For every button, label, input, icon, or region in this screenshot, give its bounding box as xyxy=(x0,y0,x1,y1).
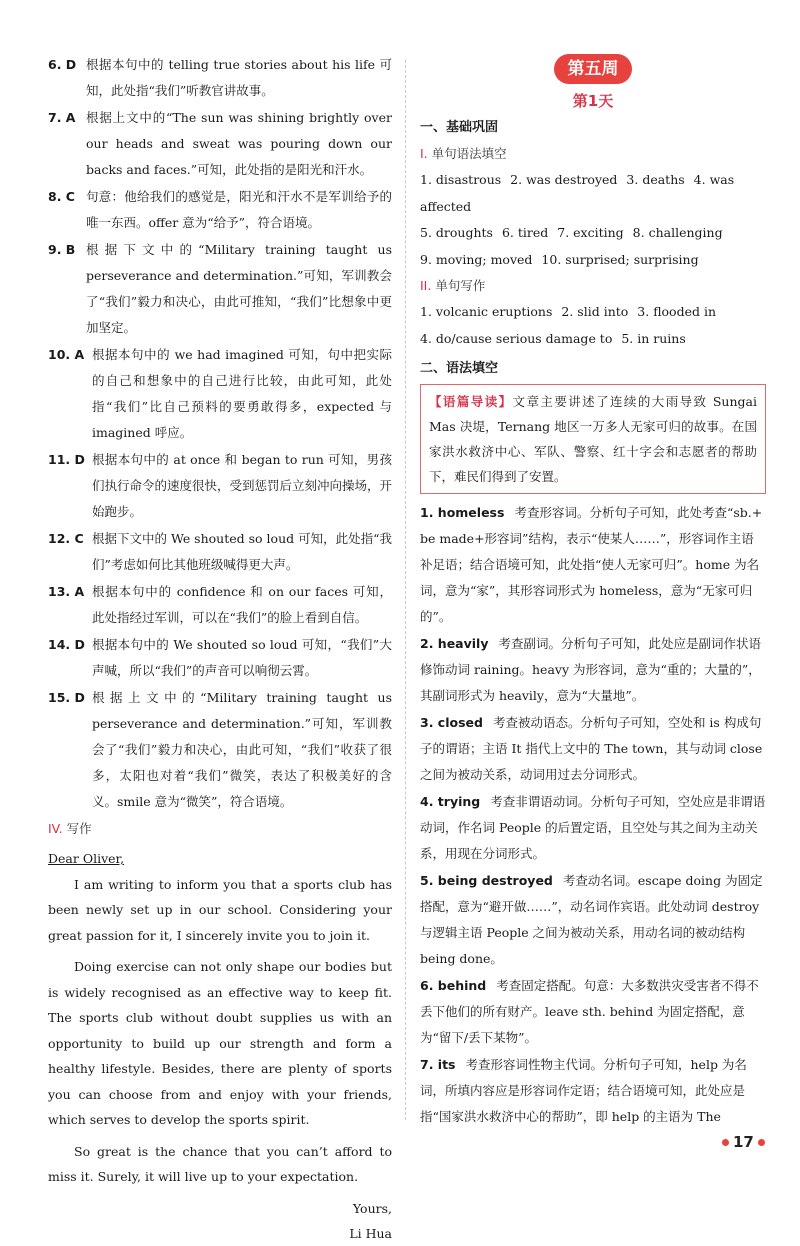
answer-item xyxy=(420,973,766,1051)
answer-entry: 5. in ruins xyxy=(621,330,686,346)
answer-explanation: 考查固定搭配。句意：大多数洪灾受害者不得不丢下他们的所有财产。leave sth. behind 为固定搭配，意为“留下/丢下某物”。 xyxy=(420,978,759,1045)
answer-item xyxy=(48,685,392,815)
section-label: 写作 xyxy=(66,821,92,836)
letter-greeting: Dear Oliver, xyxy=(48,851,125,866)
sample-letter xyxy=(48,846,392,1246)
subsection-roman-numeral: I. xyxy=(420,146,428,161)
subsection-label: 单句写作 xyxy=(435,278,486,293)
answer-item xyxy=(48,526,392,578)
answer-entry: 2. was destroyed xyxy=(510,172,618,187)
answer-explanation: 考查非谓语动词。分析句子可知，空处应是非谓语动词，作名词 People 的后置定语，且空处与其之间为主动关系，用现在分词形式。 xyxy=(420,794,766,861)
answer-entry: 4. do/cause serious damage to xyxy=(420,330,613,346)
answer-explanation: 根据本句中的 confidence 和 on our faces 可知，此处指经过军训，可以在“我们”的脸上看到自信。 xyxy=(92,584,392,625)
answer-explanation: 根据上文中的“The sun was shining brightly over our heads and sweat was pouring down our backs and faces.”可知，此处指的是阳光和汗水。 xyxy=(86,110,392,177)
answer-item xyxy=(48,579,392,631)
answer-explanation: 根据下文中的 We shouted so loud 可知，此处指“我们”考虑如何比其他班级喊得更大声。 xyxy=(92,531,392,572)
section-roman-numeral: IV. xyxy=(48,821,63,836)
letter-closing: Yours, xyxy=(352,1200,392,1216)
day-title: 第1天 xyxy=(572,92,614,110)
intro-tag: 【语篇导读】 xyxy=(429,394,513,409)
answer-explanation: 根据本句中的 at once 和 began to run 可知，男孩们执行命令的速度很快，受到惩罚后立刻冲向操场，开始跑步。 xyxy=(92,452,393,519)
answer-number: 6. behind xyxy=(420,978,487,993)
answer-item xyxy=(48,52,392,104)
answer-explanation: 考查形容词性物主代词。分析句子可知，help 为名词，所填内容应是形容词作定语；结合语境可知，此处应是指“国家洪水救济中心的帮助”，即 help 的主语为 The xyxy=(420,1057,747,1124)
intro-text: 文章主要讲述了连续的大雨导致 Sungai Mas 决堤，Ternang 地区一万多人无家可归的故事。在国家洪水救济中心、军队、警察、红十字会和志愿者的帮助下，难民们得到了安置。 xyxy=(429,394,757,484)
answer-explanation: 句意：他给我们的感觉是，阳光和汗水不是军训给予的唯一东西。offer 意为“给予”，符合语境。 xyxy=(86,189,392,230)
answer-number: 10. A xyxy=(48,347,85,362)
column-divider xyxy=(405,60,406,1120)
week-badge: 第五周 xyxy=(554,54,632,84)
subsection-2-heading xyxy=(420,273,766,299)
answer-entry: 1. volcanic eruptions xyxy=(420,304,553,319)
answer-line xyxy=(420,299,766,326)
answer-explanation: 根据本句中的 We shouted so loud 可知，“我们”大声喊，所以“我们”的声音可以响彻云霄。 xyxy=(92,637,392,678)
answer-item xyxy=(48,632,392,684)
answer-item xyxy=(48,237,392,341)
answer-entry: 6. tired xyxy=(501,225,549,240)
letter-signature: Li Hua xyxy=(349,1225,392,1241)
answer-explanation: 根据上文中的“Military training taught us perseverance and determination.”可知，军训教会了“我们”毅力和决心，由此可知，“我们”收获了很多，太阳也对着“我们”微笑，表达了积极美好的含义。smile 意为“微笑”，符合语境。 xyxy=(92,690,392,809)
letter-paragraph: So great is the chance that you can’t afford to miss it. Surely, it will live up to your expectation. xyxy=(48,1143,392,1184)
answer-item xyxy=(420,631,766,709)
answer-explanation: 根据下文中的“Military training taught us perseverance and determination.”可知，军训教会了“我们”毅力和决心，由此可推知，“我们”比想象中更加坚定。 xyxy=(86,242,392,335)
answer-line xyxy=(420,326,766,353)
answer-entry: 1. disastrous xyxy=(420,172,502,187)
answer-list-right xyxy=(420,500,766,1130)
answer-item xyxy=(48,342,392,446)
answer-entry: 2. slid into xyxy=(561,304,629,319)
dot-icon xyxy=(722,1139,729,1146)
answer-entry: 8. challenging xyxy=(632,225,723,240)
sentence-writing-answers xyxy=(420,299,766,352)
fill-in-answers xyxy=(420,167,766,273)
answer-number: 6. D xyxy=(48,57,77,72)
answer-line xyxy=(420,247,766,274)
answer-number: 9. B xyxy=(48,242,76,257)
answer-number: 8. C xyxy=(48,189,75,204)
section-1-title: 一、基础巩固 xyxy=(420,120,499,135)
answer-explanation: 考查副词。分析句子可知，此处应是副词作状语修饰动词 raining。heavy 为形容词，意为“重的；大量的”，其副词形式为 heavily，意为“大量地”。 xyxy=(420,636,761,703)
answer-entry: 10. surprised; surprising xyxy=(541,251,699,267)
answer-item xyxy=(48,447,392,525)
answer-number: 14. D xyxy=(48,637,85,652)
answer-number: 11. D xyxy=(48,452,85,467)
answer-number: 5. being destroyed xyxy=(420,873,553,888)
answer-item xyxy=(420,1052,766,1130)
answer-item xyxy=(420,500,766,630)
dot-icon xyxy=(758,1139,765,1146)
answer-explanation: 根据本句中的 we had imagined 可知，句中把实际的自己和想象中的自己进行比较，由此可知，此处指“我们”比自己预料的要勇敢得多，expected 与 imagined 呼应。 xyxy=(92,347,392,440)
letter-paragraph: Doing exercise can not only shape our bodies but is widely recognised as an effective way to keep fit. The sports club without doubt supplies us with an opportunity to build up our strength and form a healthy lifestyle. Besides, there are plenty of sports you can choose from and enjoy with your friends, which serves to develop the sports spirit. xyxy=(48,959,392,1127)
answer-entry: 5. droughts xyxy=(420,225,493,240)
answer-entry: 3. flooded in xyxy=(637,304,717,319)
subsection-1-heading xyxy=(420,141,766,167)
answer-number: 7. A xyxy=(48,110,76,125)
answer-line xyxy=(420,167,766,220)
section-2-title: 二、语法填空 xyxy=(420,361,499,376)
answer-list-left xyxy=(48,52,392,815)
letter-paragraph: I am writing to inform you that a sports club has been newly set up in our school. Considering your great passion for it, I sincerely invite you to join it. xyxy=(48,876,392,943)
answer-number: 7. its xyxy=(420,1057,456,1072)
letter-sign-off xyxy=(48,1196,392,1246)
subsection-roman-numeral: II. xyxy=(420,278,432,293)
section-iv-heading xyxy=(48,816,392,842)
answer-entry: 3. deaths xyxy=(626,172,685,187)
answer-item xyxy=(48,105,392,183)
answer-entry: 7. exciting xyxy=(557,225,624,240)
answer-explanation: 根据本句中的 telling true stories about his life 可知，此处指“我们”听教官讲故事。 xyxy=(86,57,392,98)
answer-line xyxy=(420,220,766,247)
answer-explanation: 考查动名词。escape doing 为固定搭配，意为“避开做……”，动名词作宾语。此处动词 destroy 与逻辑主语 People 之间为被动关系，用动名词的被动结构 being done。 xyxy=(420,873,763,966)
right-column xyxy=(420,52,766,1131)
answer-item xyxy=(48,184,392,236)
answer-explanation: 考查形容词。分析句子可知，此处考查“sb.+ be made+形容词”结构，表示“使某人……”，形容词作主语补足语；结合语境可知，此处指“使人无家可归”。home 为名词，意为“家”，其形容词形式为 homeless，意为“无家可归的”。 xyxy=(420,505,763,624)
subsection-label: 单句语法填空 xyxy=(431,146,507,161)
answer-number: 3. closed xyxy=(420,715,483,730)
answer-entry: 4. was affected xyxy=(420,172,735,214)
answer-entry: 9. moving; moved xyxy=(420,251,533,267)
answer-item xyxy=(420,868,766,972)
answer-number: 12. C xyxy=(48,531,84,546)
answer-number: 13. A xyxy=(48,584,85,599)
answer-item xyxy=(420,789,766,867)
page-number-text: 17 xyxy=(733,1133,754,1151)
answer-item xyxy=(420,710,766,788)
page-number xyxy=(718,1133,769,1151)
answer-number: 4. trying xyxy=(420,794,481,809)
answer-number: 15. D xyxy=(48,690,85,705)
answer-explanation: 考查被动语态。分析句子可知，空处和 is 构成句子的谓语；主语 It 指代上文中的 The town，其与动词 close 之间为被动关系，动词用过去分词形式。 xyxy=(420,715,763,782)
answer-number: 1. homeless xyxy=(420,505,505,520)
passage-intro-box xyxy=(420,384,766,494)
answer-number: 2. heavily xyxy=(420,636,489,651)
left-column xyxy=(48,52,392,1246)
